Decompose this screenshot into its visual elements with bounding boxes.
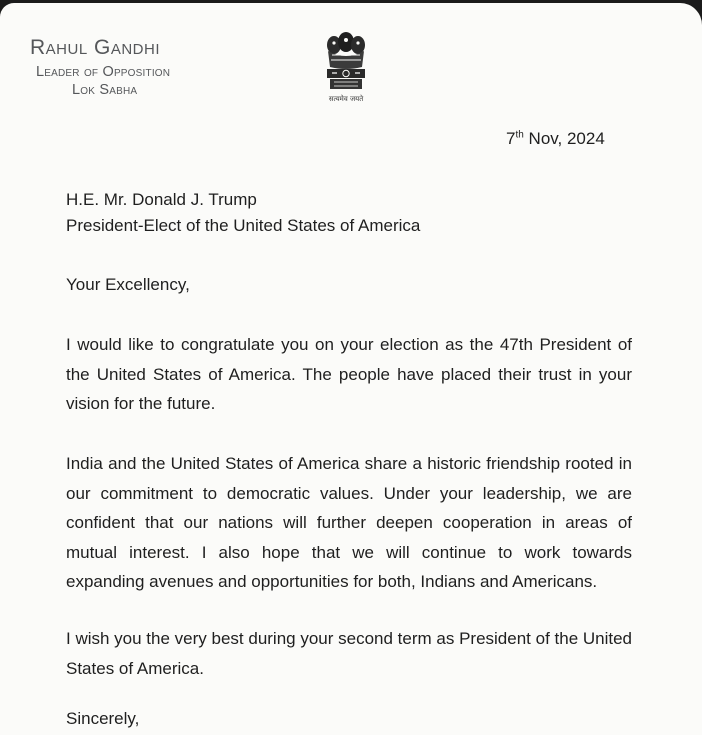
recipient-title: President-Elect of the United States of America [66,216,421,235]
body-paragraph-1: I would like to congratulate you on your election as the 47th President of the United States of America. The people have placed their trust in your vision for the future. [66,335,632,413]
date-rest: Nov, 2024 [523,129,605,148]
body-paragraph-2: India and the United States of America share a historic friendship rooted in our commitment to democratic values. Under your leadership, we are confident that our nations will further deepen cooperation in areas of mutual interest. I also hope that we will continue to work towards expanding avenues and opportunities for both, Indians and Americans. [66,454,632,591]
recipient-block [66,187,420,239]
body-paragraph-3: I wish you the very best during your second term as President of the United States of America. [66,629,633,678]
letter-page [0,3,702,735]
recipient-name: H.E. Mr. Donald J. Trump [66,190,257,209]
emblem-motto: सत्यमेव जयते [328,95,364,103]
ashoka-emblem-icon [318,31,374,111]
letterhead-house: Lok Sabha [72,82,138,98]
letterhead [30,37,170,99]
salutation: Your Excellency, [66,275,190,294]
letterhead-role: Leader of Opposition [36,64,171,80]
date-day: 7 [506,129,516,148]
emblem-graphic [318,31,374,95]
closing: Sincerely, [66,709,140,728]
letter-date [506,129,605,149]
letterhead-name: Rahul Gandhi [30,36,161,59]
date-suffix: th [515,129,524,141]
